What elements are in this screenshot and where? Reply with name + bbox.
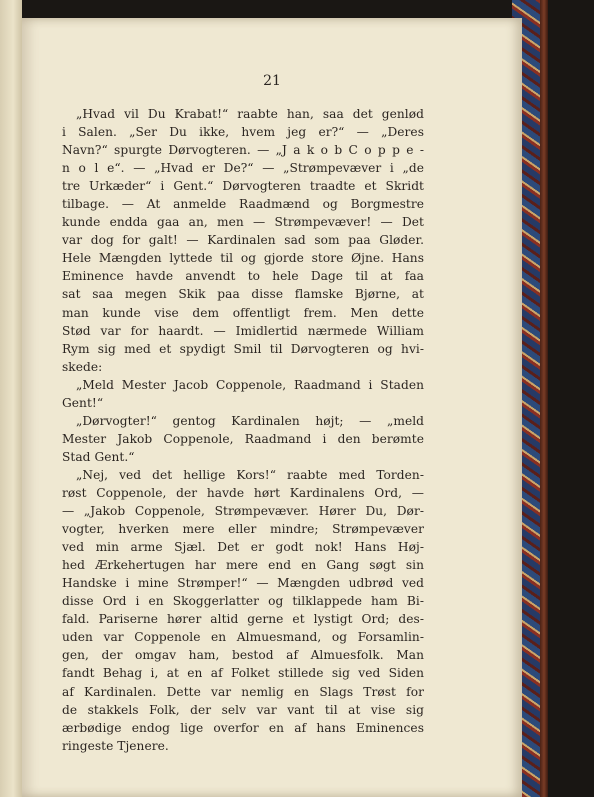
- text-line: Eminence havde anvendt to hele Dage til at faa: [62, 269, 424, 284]
- text-line: ærbødige endog lige overfor en af hans Eminences: [62, 720, 424, 735]
- text-line: Gent!“: [62, 395, 104, 410]
- text-line: af Kardinalen. Dette var nemlig en Slags Trøst for: [62, 684, 424, 699]
- text-line: man kunde vise dem offentligt frem. Men dette: [62, 305, 424, 320]
- text-line: disse Ord i en Skoggerlatter og tilklappede ham Bi-: [62, 594, 424, 609]
- text-line: Mester Jakob Coppenole, Raadmand i den berømte: [62, 431, 424, 446]
- text-line: uden var Coppenole en Almuesmand, og Forsamlin-: [62, 630, 424, 645]
- text-line: Rym sig med et spydigt Smil til Dørvogteren og hvi-: [62, 341, 424, 356]
- page-text: [62, 105, 424, 755]
- text-line: kunde endda gaa an, men — Strømpevæver! — Det: [62, 215, 424, 230]
- text-line: Hele Mængden lyttede til og gjorde store Øjne. Hans: [62, 251, 424, 266]
- book-page: [22, 18, 522, 797]
- text-line: de stakkels Folk, der selv var vant til at vise sig: [62, 702, 424, 717]
- text-line: fald. Pariserne hører altid gerne et lystigt Ord; des-: [62, 612, 424, 627]
- text-line: Handske i mine Strømper!“ — Mængden udbrød ved: [62, 576, 424, 591]
- text-line: ringeste Tjenere.: [62, 738, 169, 753]
- text-line: n o l e“. — „Hvad er De?“ — „Strømpevæver i „de: [62, 161, 424, 176]
- text-line: Navn?“ spurgte Dørvogteren. — „J a k o b C o p p e -: [62, 143, 424, 158]
- text-line: var dog for galt! — Kardinalen sad som paa Gløder.: [62, 233, 424, 248]
- text-line: „Nej, ved det hellige Kors!“ raabte med Torden-: [76, 467, 424, 482]
- text-line: røst Coppenole, der havde hørt Kardinalens Ord, —: [62, 485, 424, 500]
- text-line: „Meld Mester Jacob Coppenole, Raadmand i Staden: [76, 377, 424, 392]
- text-line: tilbage. — At anmelde Raadmænd og Borgmestre: [62, 197, 424, 212]
- text-line: ved min arme Sjæl. Det er godt nok! Hans Høj-: [62, 540, 424, 555]
- text-line: Stad Gent.“: [62, 449, 135, 464]
- leather-binding: [540, 0, 548, 797]
- text-line: sat saa megen Skik paa disse flamske Bjørne, at: [62, 287, 424, 302]
- text-line: tre Urkæder“ i Gent.“ Dørvogteren traadte et Skridt: [62, 179, 424, 194]
- text-line: i Salen. „Ser Du ikke, hvem jeg er?“ — „Deres: [62, 125, 424, 140]
- text-line: vogter, hverken mere eller mindre; Strømpevæver: [62, 522, 424, 537]
- page-number: 21: [263, 73, 281, 89]
- text-line: — „Jakob Coppenole, Strømpevæver. Hører Du, Dør-: [62, 504, 424, 519]
- text-line: „Hvad vil Du Krabat!“ raabte han, saa det genlød: [76, 107, 424, 121]
- previous-page-edge: [0, 0, 22, 797]
- text-line: „Dørvogter!“ gentog Kardinalen højt; — „meld: [76, 413, 424, 428]
- text-line: fandt Behag i, at en af Folket stillede sig ved Siden: [62, 666, 424, 681]
- text-line: gen, der omgav ham, bestod af Almuesfolk. Man: [62, 648, 424, 663]
- text-line: hed Ærkehertugen har mere end en Gang søgt sin: [62, 558, 424, 573]
- background: [548, 0, 594, 797]
- text-line: Stød var for haardt. — Imidlertid nærmede William: [62, 323, 424, 338]
- text-line: skede:: [62, 359, 103, 374]
